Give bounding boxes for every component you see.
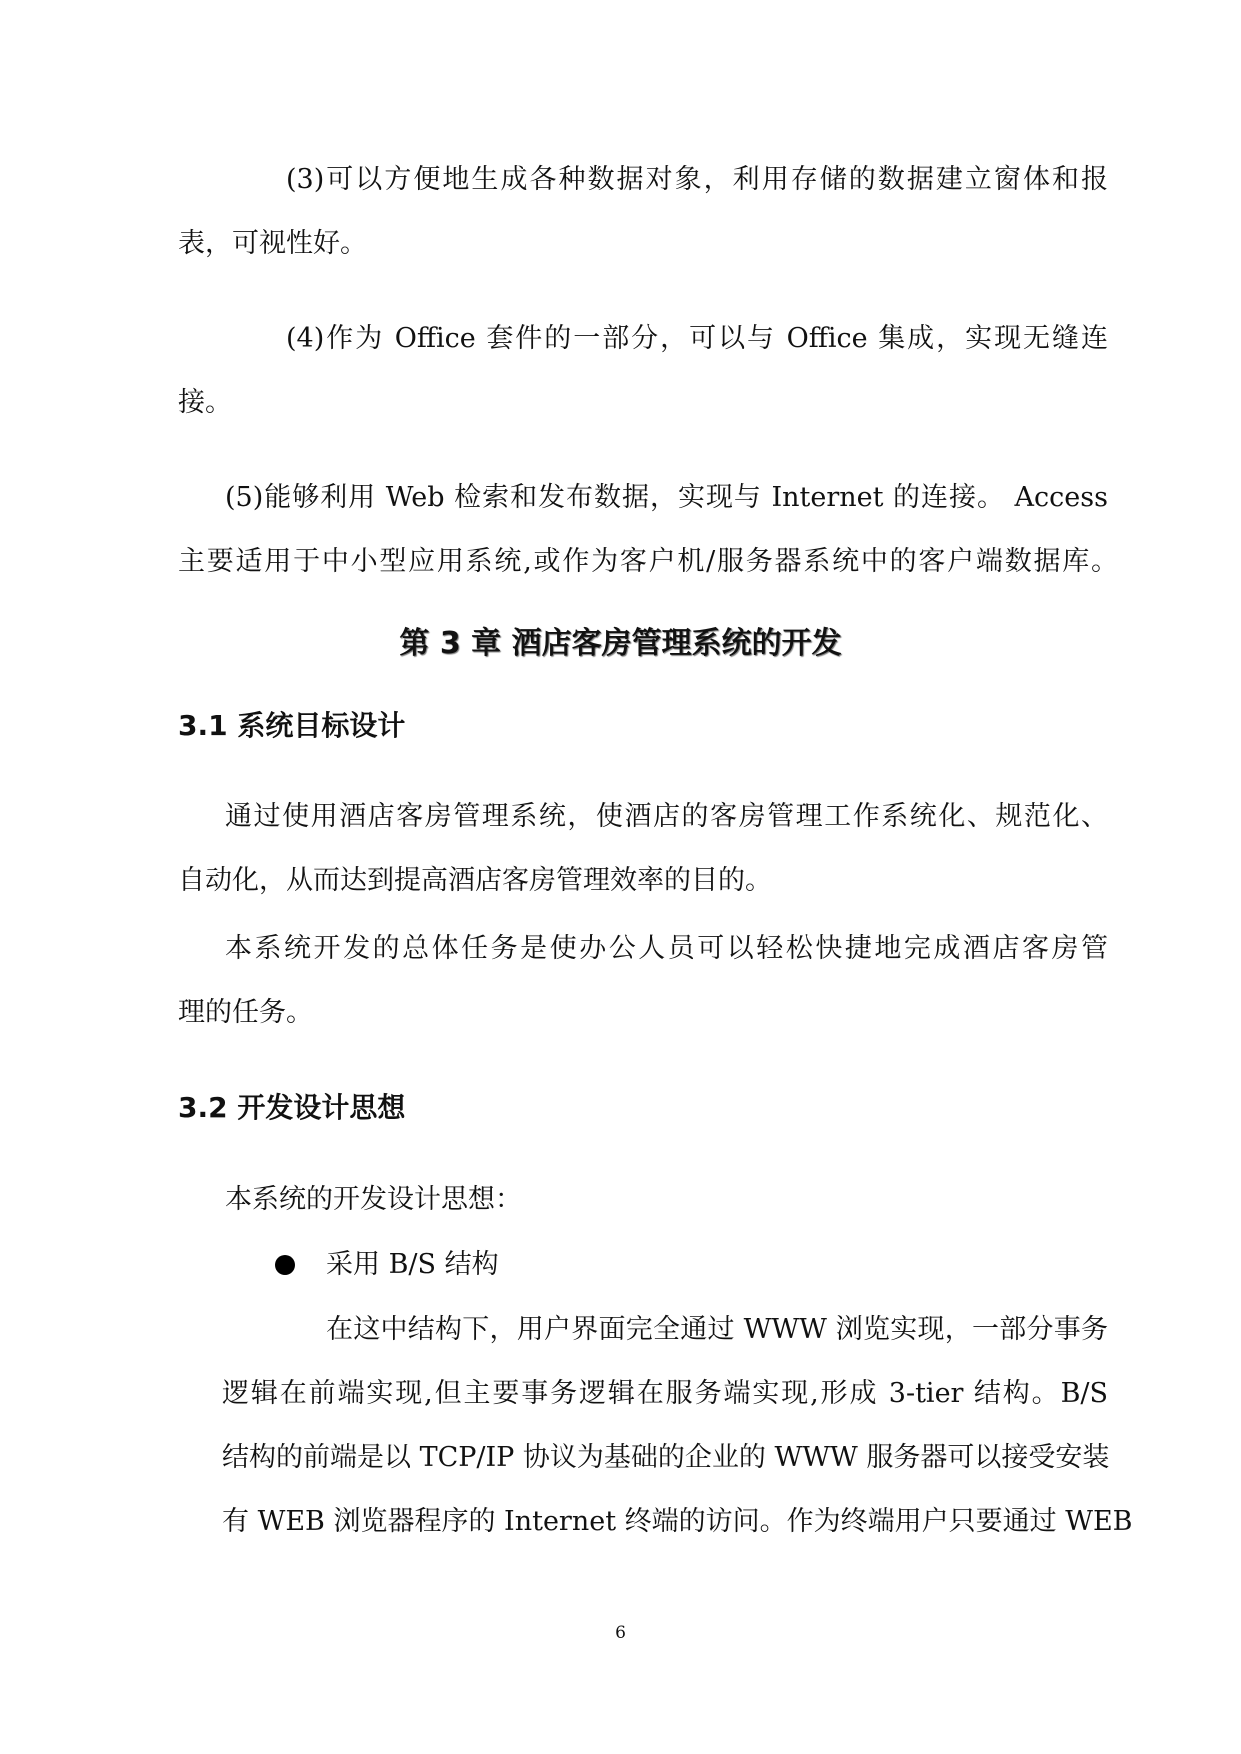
item5-line-1: (5)能够利用 Web 检索和发布数据，实现与 Internet 的连接。 Access: [225, 482, 1108, 513]
bullet-dot-icon: [275, 1255, 295, 1275]
item5-line-2: 主要适用于中小型应用系统,或作为客户机/服务器系统中的客户端数据库。: [178, 546, 1118, 577]
section-3-1-paragraph-1-line-2: 自动化，从而达到提高酒店客房管理效率的目的。: [178, 865, 772, 896]
page-number: 6: [615, 1623, 626, 1643]
section-3-1-paragraph-1-line-1: 通过使用酒店客房管理系统，使酒店的客房管理工作系统化、规范化、: [225, 801, 1108, 832]
item3-line-1: (3)可以方便地生成各种数据对象，利用存储的数据建立窗体和报: [286, 164, 1108, 195]
section-3-2-intro: 本系统的开发设计思想：: [225, 1184, 522, 1215]
section-3-1-paragraph-2-line-1: 本系统开发的总体任务是使办公人员可以轻松快捷地完成酒店客房管: [225, 933, 1108, 964]
section-3-2-body-line-3: 结构的前端是以 TCP/IP 协议为基础的企业的 WWW 服务器可以接受安装: [222, 1442, 1110, 1473]
bullet-item-label: 采用 B/S 结构: [326, 1249, 499, 1280]
section-3-1-title: 3.1 系统目标设计: [178, 709, 406, 742]
item4-line-2: 接。: [178, 387, 232, 418]
section-3-1-paragraph-2-line-2: 理的任务。: [178, 997, 313, 1028]
item3-line-2: 表，可视性好。: [178, 228, 367, 259]
item4-line-1: (4)作为 Office 套件的一部分，可以与 Office 集成，实现无缝连: [286, 323, 1108, 354]
section-3-2-body-line-4: 有 WEB 浏览器程序的 Internet 终端的访问。作为终端用户只要通过 WEB: [222, 1506, 1133, 1537]
section-3-2-body-line-2: 逻辑在前端实现,但主要事务逻辑在服务端实现,形成 3-tier 结构。B/S: [222, 1378, 1108, 1409]
chapter-title: 第 3 章 酒店客房管理系统的开发: [399, 626, 842, 661]
section-3-2-title: 3.2 开发设计思想: [178, 1091, 406, 1124]
section-3-2-body-line-1: 在这中结构下，用户界面完全通过 WWW 浏览实现，一部分事务: [326, 1314, 1108, 1345]
